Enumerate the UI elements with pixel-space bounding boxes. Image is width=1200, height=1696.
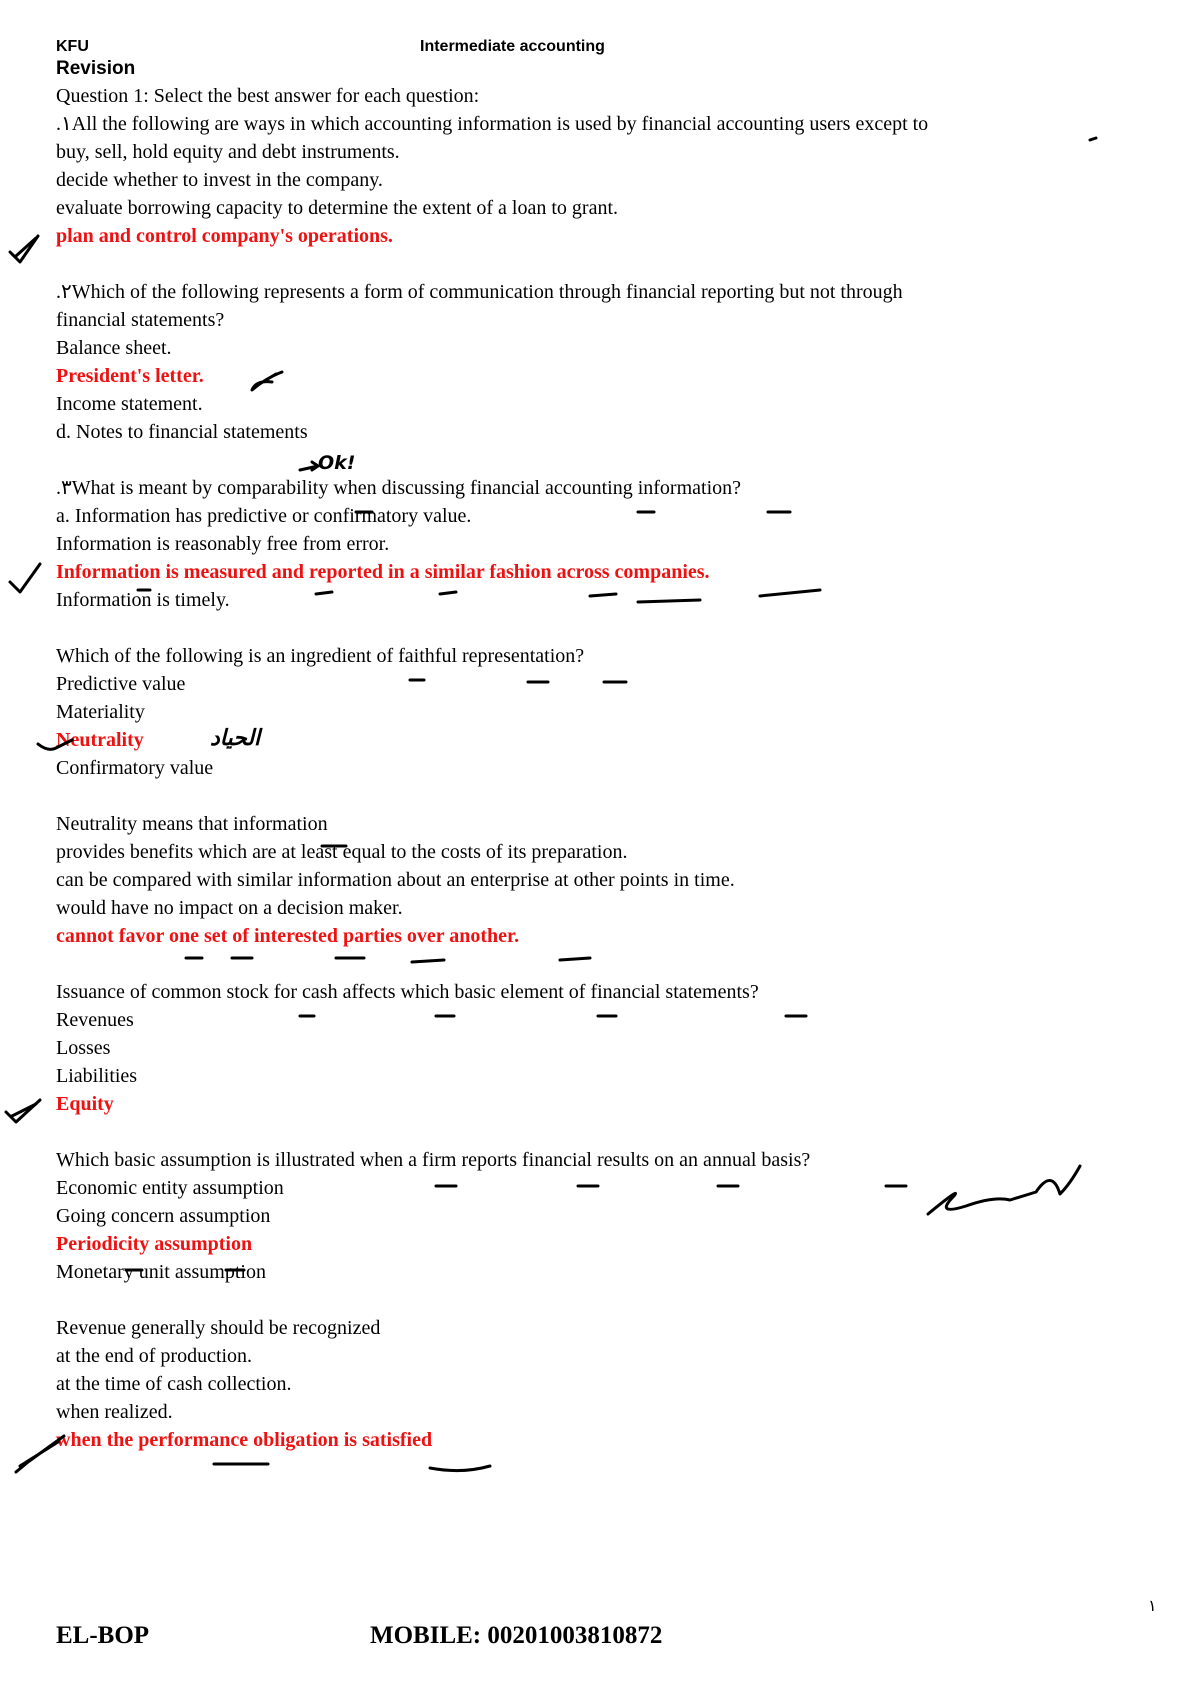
q4-stem: Which of the following is an ingredient of faithful representation? [56, 645, 585, 667]
revision-heading: Revision [56, 58, 136, 79]
q7-option-b: Going concern assumption [56, 1205, 271, 1227]
intro-line: Question 1: Select the best answer for each question: [56, 85, 480, 107]
q3-option-a: a. Information has predictive or confirmatory value. [56, 505, 472, 527]
q8-option-b: at the time of cash collection. [56, 1373, 292, 1395]
handwritten-ok-note: Ok! [318, 452, 356, 474]
check-mark-icon [10, 236, 38, 262]
q2-stem-line2: financial statements? [56, 309, 225, 331]
q7-stem: Which basic assumption is illustrated when a firm reports financial results on an annual basis? [56, 1149, 811, 1171]
q1-option-a: buy, sell, hold equity and debt instruments. [56, 141, 400, 163]
q4-option-d: Confirmatory value [56, 757, 214, 779]
q2-option-a: Balance sheet. [56, 337, 172, 359]
q6-correct-answer: Equity [56, 1093, 114, 1115]
q7-correct-answer: Periodicity assumption [56, 1233, 253, 1255]
q5-option-c: would have no impact on a decision maker. [56, 897, 403, 919]
course-title: Intermediate accounting [420, 38, 605, 55]
q4-correct-answer: Neutrality [56, 729, 144, 751]
q5-correct-answer: cannot favor one set of interested parties over another. [56, 925, 520, 947]
q8-correct-answer: when the performance obligation is satisfied [56, 1429, 433, 1451]
question-list [56, 82, 1156, 1454]
q8-option-a: at the end of production. [56, 1345, 253, 1367]
q3-option-d: Information is timely. [56, 589, 230, 611]
q8-stem: Revenue generally should be recognized [56, 1317, 381, 1339]
q3-stem: .٣What is meant by comparability when discussing financial accounting information? [56, 477, 742, 499]
q4-option-a: Predictive value [56, 673, 186, 695]
page-number: ١ [1148, 1598, 1157, 1615]
q7-option-d: Monetary unit assumption [56, 1261, 266, 1283]
check-mark-icon [10, 564, 40, 592]
check-mark-icon [6, 1100, 40, 1122]
q6-option-a: Revenues [56, 1009, 134, 1031]
q1-option-b: decide whether to invest in the company. [56, 169, 383, 191]
q3-option-b: Information is reasonably free from error. [56, 533, 390, 555]
q6-option-b: Losses [56, 1037, 111, 1059]
q2-option-c: Income statement. [56, 393, 203, 415]
q2-option-d: d. Notes to financial statements [56, 421, 308, 443]
footer-name: EL-BOP [56, 1622, 150, 1649]
q7-option-a: Economic entity assumption [56, 1177, 284, 1199]
q4-option-b: Materiality [56, 701, 145, 723]
q5-option-b: can be compared with similar information about an enterprise at other points in time. [56, 869, 735, 891]
q1-correct-answer: plan and control company's operations. [56, 225, 393, 247]
q5-stem: Neutrality means that information [56, 813, 328, 835]
footer-mobile: MOBILE: 00201003810872 [370, 1622, 663, 1649]
q8-option-c: when realized. [56, 1401, 173, 1423]
handwritten-arabic-note: الحياد [210, 726, 261, 751]
q2-stem-line1: .٢Which of the following represents a form of communication through financial reporting but not through [56, 281, 903, 303]
q6-option-c: Liabilities [56, 1065, 138, 1087]
q1-stem: .١All the following are ways in which accounting information is used by financial accounting users except to [56, 113, 929, 135]
q5-option-a: provides benefits which are at least equal to the costs of its preparation. [56, 841, 628, 863]
q6-stem: Issuance of common stock for cash affects which basic element of financial statements? [56, 981, 759, 1003]
school-name: KFU [56, 38, 89, 55]
q2-correct-answer: President's letter. [56, 365, 204, 387]
q3-correct-answer: Information is measured and reported in a similar fashion across companies. [56, 561, 710, 583]
q1-option-c: evaluate borrowing capacity to determine the extent of a loan to grant. [56, 197, 619, 219]
